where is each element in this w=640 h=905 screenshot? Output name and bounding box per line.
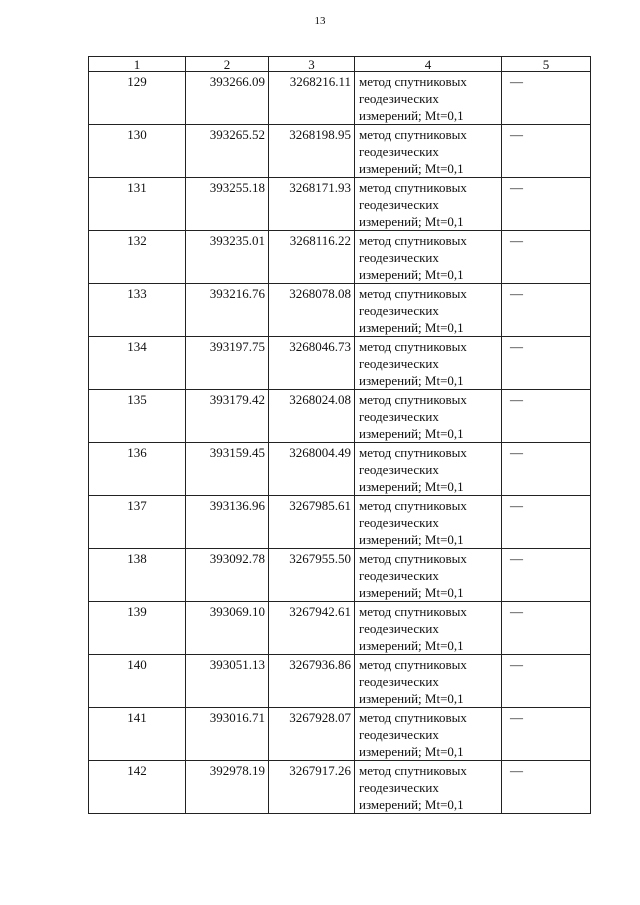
x-coordinate-cell: 393016.71: [186, 708, 269, 761]
note-cell: —: [502, 284, 591, 337]
column-header: 3: [269, 57, 355, 72]
table-row: [89, 390, 591, 443]
method-line: геодезических: [359, 409, 439, 424]
point-number-cell: 140: [89, 655, 186, 708]
method-line: геодезических: [359, 568, 439, 583]
method-line: геодезических: [359, 515, 439, 530]
table-row: [89, 496, 591, 549]
table-row: [89, 549, 591, 602]
method-line: метод спутниковых: [359, 392, 467, 407]
x-coordinate-cell: 393197.75: [186, 337, 269, 390]
y-coordinate-cell: 3268171.93: [269, 178, 355, 231]
y-coordinate-cell: 3268078.08: [269, 284, 355, 337]
method-cell: [355, 549, 502, 602]
column-header: 4: [355, 57, 502, 72]
method-line: измерений; Mt=0,1: [359, 797, 464, 812]
x-coordinate-cell: 393179.42: [186, 390, 269, 443]
method-line: измерений; Mt=0,1: [359, 479, 464, 494]
x-coordinate-cell: 393255.18: [186, 178, 269, 231]
note-cell: —: [502, 390, 591, 443]
method-line: метод спутниковых: [359, 286, 467, 301]
method-line: метод спутниковых: [359, 127, 467, 142]
method-cell: [355, 602, 502, 655]
point-number-cell: 141: [89, 708, 186, 761]
x-coordinate-cell: 393136.96: [186, 496, 269, 549]
method-cell: [355, 443, 502, 496]
y-coordinate-cell: 3268116.22: [269, 231, 355, 284]
method-line: метод спутниковых: [359, 604, 467, 619]
method-cell: [355, 72, 502, 125]
x-coordinate-cell: 393266.09: [186, 72, 269, 125]
point-number-cell: 139: [89, 602, 186, 655]
y-coordinate-cell: 3267985.61: [269, 496, 355, 549]
method-cell: [355, 337, 502, 390]
note-cell: —: [502, 655, 591, 708]
note-cell: —: [502, 602, 591, 655]
note-cell: —: [502, 231, 591, 284]
method-line: измерений; Mt=0,1: [359, 426, 464, 441]
method-line: геодезических: [359, 250, 439, 265]
method-cell: [355, 761, 502, 814]
point-number-cell: 132: [89, 231, 186, 284]
y-coordinate-cell: 3267917.26: [269, 761, 355, 814]
point-number-cell: 133: [89, 284, 186, 337]
method-line: геодезических: [359, 621, 439, 636]
note-cell: —: [502, 443, 591, 496]
table-row: [89, 337, 591, 390]
x-coordinate-cell: 393069.10: [186, 602, 269, 655]
note-cell: —: [502, 761, 591, 814]
x-coordinate-cell: 393235.01: [186, 231, 269, 284]
point-number-cell: 142: [89, 761, 186, 814]
x-coordinate-cell: 392978.19: [186, 761, 269, 814]
point-number-cell: 129: [89, 72, 186, 125]
table-row: [89, 231, 591, 284]
x-coordinate-cell: 393092.78: [186, 549, 269, 602]
y-coordinate-cell: 3267955.50: [269, 549, 355, 602]
method-cell: [355, 231, 502, 284]
method-line: метод спутниковых: [359, 233, 467, 248]
method-line: измерений; Mt=0,1: [359, 108, 464, 123]
table-row: [89, 284, 591, 337]
note-cell: —: [502, 178, 591, 231]
column-header: 1: [89, 57, 186, 72]
point-number-cell: 130: [89, 125, 186, 178]
point-number-cell: 138: [89, 549, 186, 602]
point-number-cell: 135: [89, 390, 186, 443]
column-header: 2: [186, 57, 269, 72]
method-line: измерений; Mt=0,1: [359, 691, 464, 706]
method-line: измерений; Mt=0,1: [359, 532, 464, 547]
method-line: измерений; Mt=0,1: [359, 214, 464, 229]
table-row: [89, 602, 591, 655]
method-cell: [355, 496, 502, 549]
y-coordinate-cell: 3268024.08: [269, 390, 355, 443]
method-line: метод спутниковых: [359, 498, 467, 513]
note-cell: —: [502, 496, 591, 549]
note-cell: —: [502, 72, 591, 125]
table-row: [89, 655, 591, 708]
x-coordinate-cell: 393159.45: [186, 443, 269, 496]
method-line: геодезических: [359, 462, 439, 477]
method-line: геодезических: [359, 303, 439, 318]
method-line: измерений; Mt=0,1: [359, 267, 464, 282]
note-cell: —: [502, 549, 591, 602]
method-cell: [355, 655, 502, 708]
page-number: 13: [314, 15, 326, 27]
method-line: геодезических: [359, 356, 439, 371]
method-line: метод спутниковых: [359, 763, 467, 778]
method-line: измерений; Mt=0,1: [359, 373, 464, 388]
y-coordinate-cell: 3268046.73: [269, 337, 355, 390]
method-line: измерений; Mt=0,1: [359, 638, 464, 653]
method-line: измерений; Mt=0,1: [359, 585, 464, 600]
method-line: геодезических: [359, 91, 439, 106]
method-line: геодезических: [359, 144, 439, 159]
method-line: измерений; Mt=0,1: [359, 744, 464, 759]
method-line: метод спутниковых: [359, 339, 467, 354]
table-row: [89, 125, 591, 178]
method-cell: [355, 125, 502, 178]
method-cell: [355, 284, 502, 337]
method-line: геодезических: [359, 780, 439, 795]
method-line: метод спутниковых: [359, 710, 467, 725]
method-line: метод спутниковых: [359, 445, 467, 460]
method-line: геодезических: [359, 727, 439, 742]
x-coordinate-cell: 393216.76: [186, 284, 269, 337]
method-line: измерений; Mt=0,1: [359, 320, 464, 335]
table-row: [89, 72, 591, 125]
table-header-row: [89, 57, 591, 72]
table-row: [89, 708, 591, 761]
x-coordinate-cell: 393051.13: [186, 655, 269, 708]
y-coordinate-cell: 3267942.61: [269, 602, 355, 655]
coordinates-table: [88, 56, 591, 814]
table-row: [89, 761, 591, 814]
y-coordinate-cell: 3268004.49: [269, 443, 355, 496]
method-line: геодезических: [359, 674, 439, 689]
method-line: метод спутниковых: [359, 551, 467, 566]
point-number-cell: 134: [89, 337, 186, 390]
table-row: [89, 178, 591, 231]
point-number-cell: 131: [89, 178, 186, 231]
note-cell: —: [502, 337, 591, 390]
method-line: метод спутниковых: [359, 180, 467, 195]
y-coordinate-cell: 3268198.95: [269, 125, 355, 178]
column-header: 5: [502, 57, 591, 72]
method-line: геодезических: [359, 197, 439, 212]
y-coordinate-cell: 3267928.07: [269, 708, 355, 761]
method-line: метод спутниковых: [359, 74, 467, 89]
y-coordinate-cell: 3268216.11: [269, 72, 355, 125]
method-line: измерений; Mt=0,1: [359, 161, 464, 176]
y-coordinate-cell: 3267936.86: [269, 655, 355, 708]
note-cell: —: [502, 125, 591, 178]
method-cell: [355, 390, 502, 443]
point-number-cell: 136: [89, 443, 186, 496]
table-body: [89, 57, 591, 814]
point-number-cell: 137: [89, 496, 186, 549]
method-line: метод спутниковых: [359, 657, 467, 672]
note-cell: —: [502, 708, 591, 761]
method-cell: [355, 178, 502, 231]
method-cell: [355, 708, 502, 761]
x-coordinate-cell: 393265.52: [186, 125, 269, 178]
table-row: [89, 443, 591, 496]
